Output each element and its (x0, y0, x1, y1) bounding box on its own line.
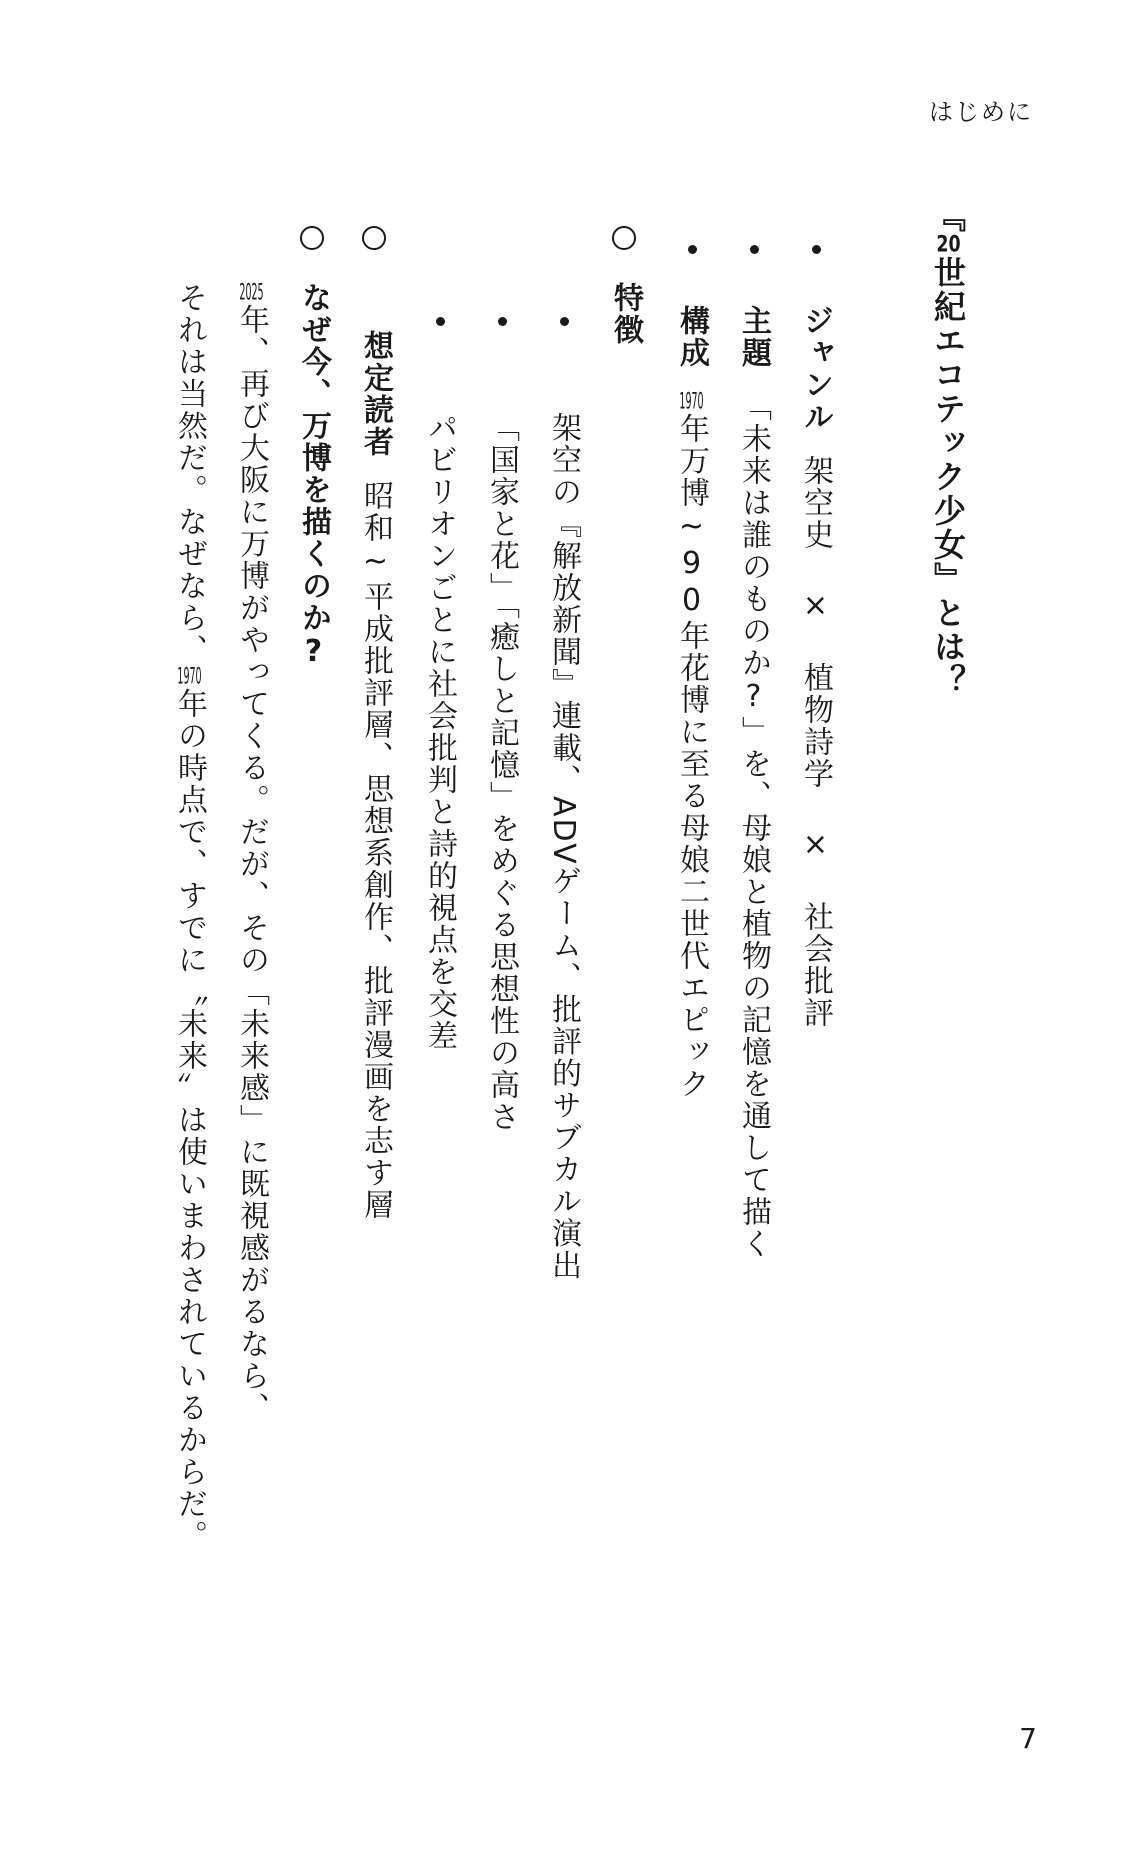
readers-text: 昭和~平成批評層、思想系創作、批評漫画を志す層 (358, 480, 393, 1221)
body-text: それは当然だ。なぜなら、 (172, 282, 207, 666)
item-year: 1970 (679, 391, 704, 413)
circle-marker (612, 226, 636, 250)
readers-label: 想定読者 (358, 330, 393, 458)
body-paragraph-line (234, 282, 269, 1424)
feature-latin: ADV (546, 796, 581, 866)
bullet-dot (688, 245, 697, 254)
body-text: 年の時点で、すでに〝未来〟は使いまわされているからだ。 (172, 688, 207, 1552)
feature-text: ゲーム、批評的サブカル演出 (546, 865, 581, 1282)
bullet-dot (750, 245, 759, 254)
feature-text: 「国家と花」「癒しと記憶」をめぐる思想性の高さ (484, 412, 519, 1133)
running-head: はじめに (929, 98, 1033, 126)
heading-suffix: とは？ (929, 596, 967, 698)
heading-close-bracket: 』 (929, 562, 967, 596)
item-label: 主題 (736, 305, 771, 369)
section-heading (929, 200, 967, 698)
heading-title: 世紀エコテック少女 (929, 256, 967, 562)
item-text: 年万博~90年花博に至る母娘二世代エピック (674, 413, 709, 1100)
item-structure (674, 305, 709, 1100)
item-text: 架空史 × 植物詩学 × 社会批評 (798, 455, 833, 1029)
feature-item (422, 412, 457, 1052)
bullet-dot (812, 245, 821, 254)
body-year: 1970 (177, 666, 202, 688)
heading-open-bracket: 『 (929, 200, 967, 234)
circle-marker (300, 226, 324, 250)
features-label: 特徴 (608, 282, 643, 346)
body-text: 年、再び大阪に万博がやってくる。だが、その「未来感」に既視感がるなら、 (234, 304, 269, 1424)
feature-item (484, 412, 519, 1133)
item-theme (736, 305, 771, 1260)
why-heading: なぜ今、万博を描くのか? (296, 282, 331, 671)
feature-text: 架空の『解放新聞』連載、 (546, 412, 581, 796)
readers-line (358, 330, 393, 1221)
circle-marker (362, 226, 386, 250)
item-label: ジャンル (798, 305, 833, 433)
item-text: 「未来は誰のものか?」を、母娘と植物の記憶を通して描く (736, 391, 771, 1260)
feature-text: パビリオンごとに社会批判と詩的視点を交差 (422, 412, 457, 1052)
bullet-dot (436, 317, 445, 326)
bullet-dot (498, 317, 507, 326)
heading-year: 20 (936, 234, 961, 256)
page-number: 7 (1019, 1722, 1037, 1755)
item-label: 構成 (674, 305, 709, 369)
bullet-dot (560, 317, 569, 326)
feature-item (546, 412, 581, 1282)
item-genre (798, 305, 833, 1029)
body-year: 2025 (239, 282, 264, 304)
body-paragraph-line (172, 282, 207, 1552)
